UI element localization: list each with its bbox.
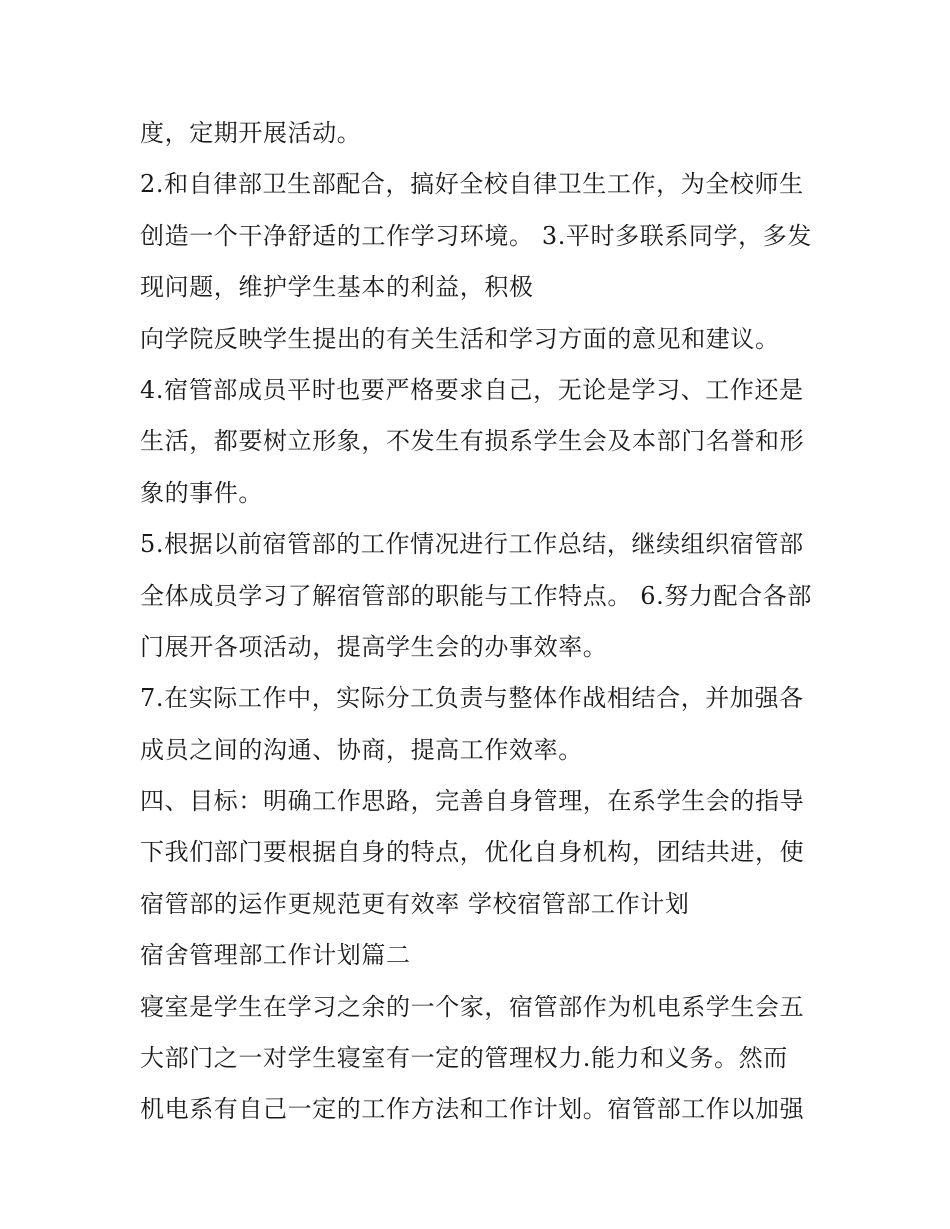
text-line: 大部门之一对学生寝室有一定的管理权力.能力和义务。然而	[140, 1044, 788, 1073]
text-line: 向学院反映学生提出的有关生活和学习方面的意见和建议。	[140, 324, 780, 353]
text-line: 7.在实际工作中，实际分工负责与整体作战相结合，并加强各	[140, 684, 804, 713]
text-line: 下我们部门要根据自身的特点，优化自身机构，团结共进，使	[140, 838, 805, 867]
text-line: 宿管部的运作更规范更有效率 学校宿管部工作计划	[140, 889, 690, 918]
section-heading: 宿舍管理部工作计划篇二	[140, 941, 411, 970]
text-line: 5.根据以前宿管部的工作情况进行工作总结，继续组织宿管部	[140, 530, 804, 559]
text-line: 生活，都要树立形象，不发生有损系学生会及本部门名誉和形	[140, 427, 805, 456]
text-line: 2.和自律部卫生部配合，搞好全校自律卫生工作，为全校师生	[140, 170, 804, 199]
text-line: 四、目标：明确工作思路，完善自身管理，在系学生会的指导	[140, 787, 805, 816]
text-line: 创造一个干净舒适的工作学习环境。 3.平时多联系同学，多发	[140, 221, 812, 250]
text-line: 门展开各项活动，提高学生会的办事效率。	[140, 632, 608, 661]
document-body	[140, 108, 830, 1136]
text-line: 寝室是学生在学习之余的一个家，宿管部作为机电系学生会五	[140, 992, 805, 1021]
text-line: 度，定期开展活动。	[140, 119, 362, 147]
text-line: 机电系有自己一定的工作方法和工作计划。宿管部工作以加强	[140, 1095, 805, 1124]
text-line: 全体成员学习了解宿管部的职能与工作特点。 6.努力配合各部	[140, 581, 812, 610]
text-line: 象的事件。	[140, 478, 263, 507]
text-line: 4.宿管部成员平时也要严格要求自己，无论是学习、工作还是	[140, 375, 804, 404]
text-line: 成员之间的沟通、协商，提高工作效率。	[140, 735, 583, 764]
text-line: 现问题，维护学生基本的利益，积极	[140, 273, 534, 302]
